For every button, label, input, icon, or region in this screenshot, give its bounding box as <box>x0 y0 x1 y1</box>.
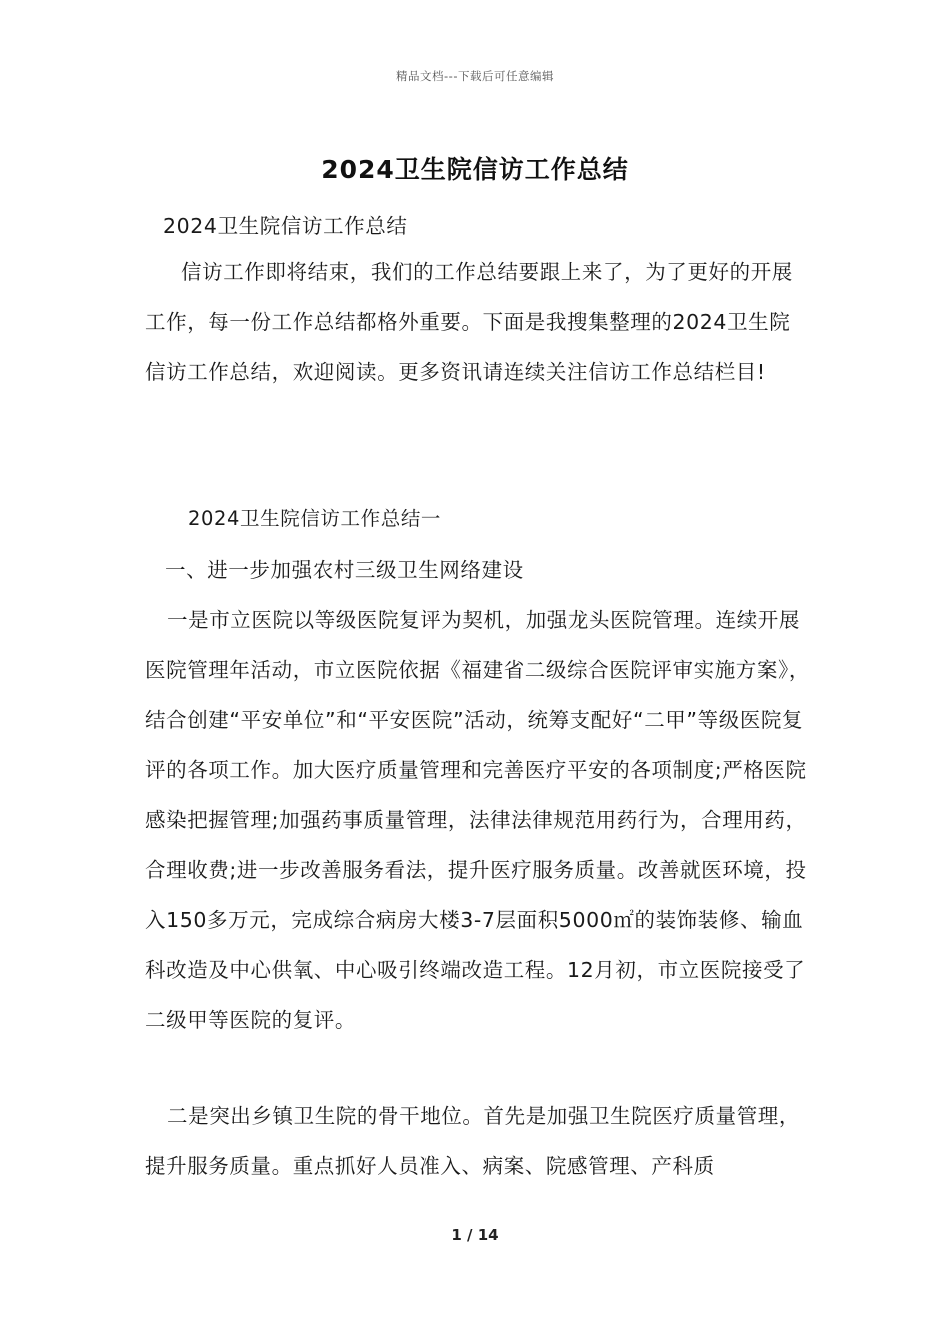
body-paragraph-1: 一是市立医院以等级医院复评为契机，加强龙头医院管理。连续开展医院管理年活动，市立医院依据《福建省二级综合医院评审实施方案》，结合创建“平安单位”和“平安医院”活动，统筹支配好“二甲”等级医院复评的各项工作。加大医疗质量管理和完善医疗平安的各项制度;严格医院感染把握管理;加强药事质量管理，法律法律规范用药行为，合理用药，合理收费;进一步改善服务看法，提升医疗服务质量。改善就医环境，投入150多万元，完成综合病房大楼3-7层面积5000㎡的装饰装修、输血科改造及中心供氧、中心吸引终端改造工程。12月初，市立医院接受了二级甲等医院的复评。 <box>145 608 810 1032</box>
section-heading: 一、进一步加强农村三级卫生网络建设 <box>165 558 524 582</box>
section-title: 2024卫生院信访工作总结一 <box>188 507 442 530</box>
document-subtitle: 2024卫生院信访工作总结 <box>163 214 408 238</box>
body-paragraph-2: 二是突出乡镇卫生院的骨干地位。首先是加强卫生院医疗质量管理，提升服务质量。重点抓好人员准入、病案、院感管理、产科质 <box>145 1104 800 1178</box>
intro-paragraph: 信访工作即将结束，我们的工作总结要跟上来了，为了更好的开展工作，每一份工作总结都格外重要。下面是我搜集整理的2024卫生院信访工作总结，欢迎阅读。更多资讯请连续关注信访工作总结栏目! <box>145 260 793 384</box>
document-title: 2024卫生院信访工作总结 <box>321 155 629 184</box>
page-number: 1 / 14 <box>451 1226 499 1244</box>
header-note: 精品文档---下载后可任意编辑 <box>396 69 554 83</box>
